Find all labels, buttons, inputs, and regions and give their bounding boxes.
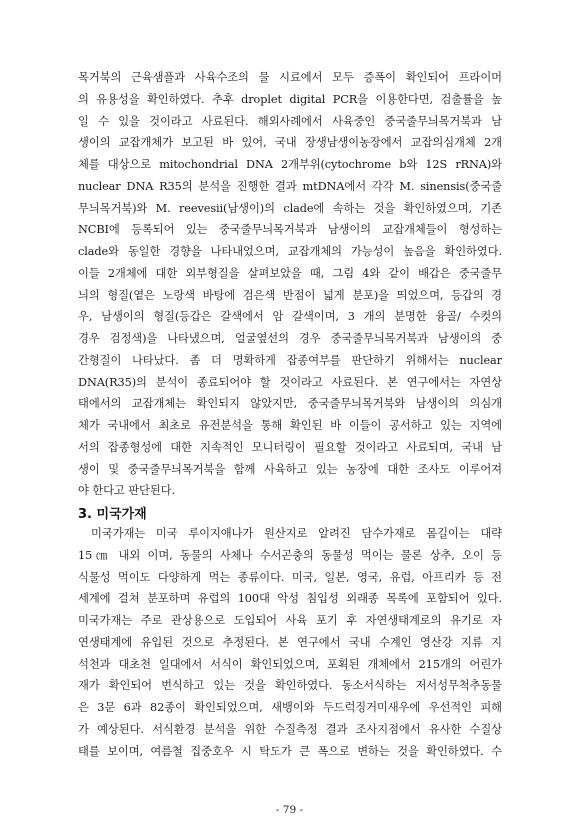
text-line: 야 한다고 판단된다. xyxy=(78,484,175,498)
text-line: 체를 대상으로 mitochondrial DNA 2개부위(cytochrome b와 12S rRNA)와 xyxy=(78,158,502,171)
text-line: 경우 검정색)을 나타냈으며, 얼굴옆선의 경우 중국줄무늬목거북과 남생이의 중 xyxy=(78,332,502,345)
text-line: 세계에 걸쳐 분포하며 유럽의 100대 악성 침입성 외래종 목록에 포함되어 있다. xyxy=(78,592,502,606)
text-line: 늬의 형질(옅은 노랑색 바탕에 검은색 반점이 넓게 분포)을 띄었으며, 등갑의 경 xyxy=(78,288,502,302)
text-line: nuclear DNA R35의 분석을 진행한 결과 mtDNA에서 각각 M. sinensis(중국줄 xyxy=(78,179,502,193)
text-line: 의 유용성을 확인하였다. 추후 droplet digital PCR을 이용한다면, 검출률을 높 xyxy=(78,92,502,106)
text-line: 간형질이 나타났다. 좀 더 명확하게 잡종여부를 판단하기 위해서는 nuclear xyxy=(78,353,502,367)
text-line: clade와 동일한 경향을 나타내었으며, 교잡개체의 가능성이 높음을 확인하였다. xyxy=(78,245,502,258)
text-line: 식물성 먹이도 다양하게 먹는 종류이다. 미국, 일본, 영국, 유럽, 아프리카 등 전 xyxy=(78,570,502,584)
text-line: 연생태계에 유입된 것으로 추정된다. 본 연구에서 국내 수계인 영산강 지류 지 xyxy=(78,635,502,649)
text-line: 15㎝ 내외 이며, 동물의 사체나 수서곤충의 동물성 먹이는 물론 상추, 오이 등 xyxy=(78,548,502,562)
section-body-hybrid-turtle xyxy=(78,67,502,502)
text-line: 무늬목거북)와 M. reevesii(남생이)의 clade에 속하는 것을 확인하였으며, 기존 xyxy=(78,201,502,215)
text-line: 은 3문 6과 82종이 확인되었으며, 새뱅이와 두드럭징거미새우에 우선적인 피해 xyxy=(78,701,502,714)
section-heading: 3. 미국가재 xyxy=(78,507,147,522)
text-line: 일 수 있을 것이라고 사료된다. 해외사례에서 사육중인 중국줄무늬목거북과 남 xyxy=(78,114,502,128)
text-line: 태를 보이며, 여름철 집중호우 시 탁도가 큰 폭으로 변하는 것을 확인하였다. 수 xyxy=(78,744,502,758)
text-line: 목거북의 근육샘플과 사육수조의 물 시료에서 모두 증폭이 확인되어 프라이머 xyxy=(78,71,502,84)
text-line: 석천과 대초천 일대에서 서식이 확인되었으며, 포획된 개체에서 215개의 어린가 xyxy=(78,657,502,671)
text-line: 생이 및 중국줄무늬목거북을 함께 사육하고 있는 농장에 대한 조사도 이루어져 xyxy=(78,462,502,476)
text-line: 미국가재는 미국 루이지애나가 원산지로 알려진 담수가재로 몸길이는 대략 xyxy=(91,527,502,540)
text-line: 미국가재는 주로 관상용으로 도입되어 사육 포기 후 자연생태계로의 유기로 자 xyxy=(78,614,502,627)
section-body-crayfish xyxy=(78,523,502,762)
text-line: 태에서의 교잡개체는 확인되지 않았지만, 중국줄무늬목거북와 남생이의 의심개 xyxy=(78,397,502,411)
page-number: - 79 - xyxy=(275,804,304,816)
text-line: DNA(R35)의 분석이 종료되어야 할 것이라고 사료된다. 본 연구에서는 자연상 xyxy=(78,375,502,389)
text-line: 우, 남생이의 형질(등갑은 갈색에서 암 갈색이며, 3 개의 분명한 융골/ 수컷의 xyxy=(78,310,502,324)
text-line: 재가 확인되어 번식하고 있는 것을 확인하였다. 동소서식하는 저서성무척추동물 xyxy=(78,679,502,693)
text-line: NCBI에 등록되어 있는 중국줄무늬목거북과 남생이의 교잡개체들이 형성하는 xyxy=(78,223,502,237)
text-line: 이들 2개체에 대한 외부형질을 살펴보았을 때, 그림 4와 같이 배갑은 중국줄무 xyxy=(78,266,502,280)
text-line: 가 예상된다. 서식환경 분석을 위한 수질측정 결과 조사지점에서 유사한 수질상 xyxy=(78,722,502,736)
text-line: 생이의 교잡개체가 보고된 바 있어, 국내 장생남생이농장에서 교잡의심개체 2개 xyxy=(78,136,502,150)
text-line: 서의 잡종형성에 대한 지속적인 모니터링이 필요할 것이라고 사료되며, 국내 남 xyxy=(78,440,502,454)
text-line: 체가 국내에서 최초로 유전분석을 통해 확인된 바 이들이 공서하고 있는 지역에 xyxy=(78,419,502,432)
